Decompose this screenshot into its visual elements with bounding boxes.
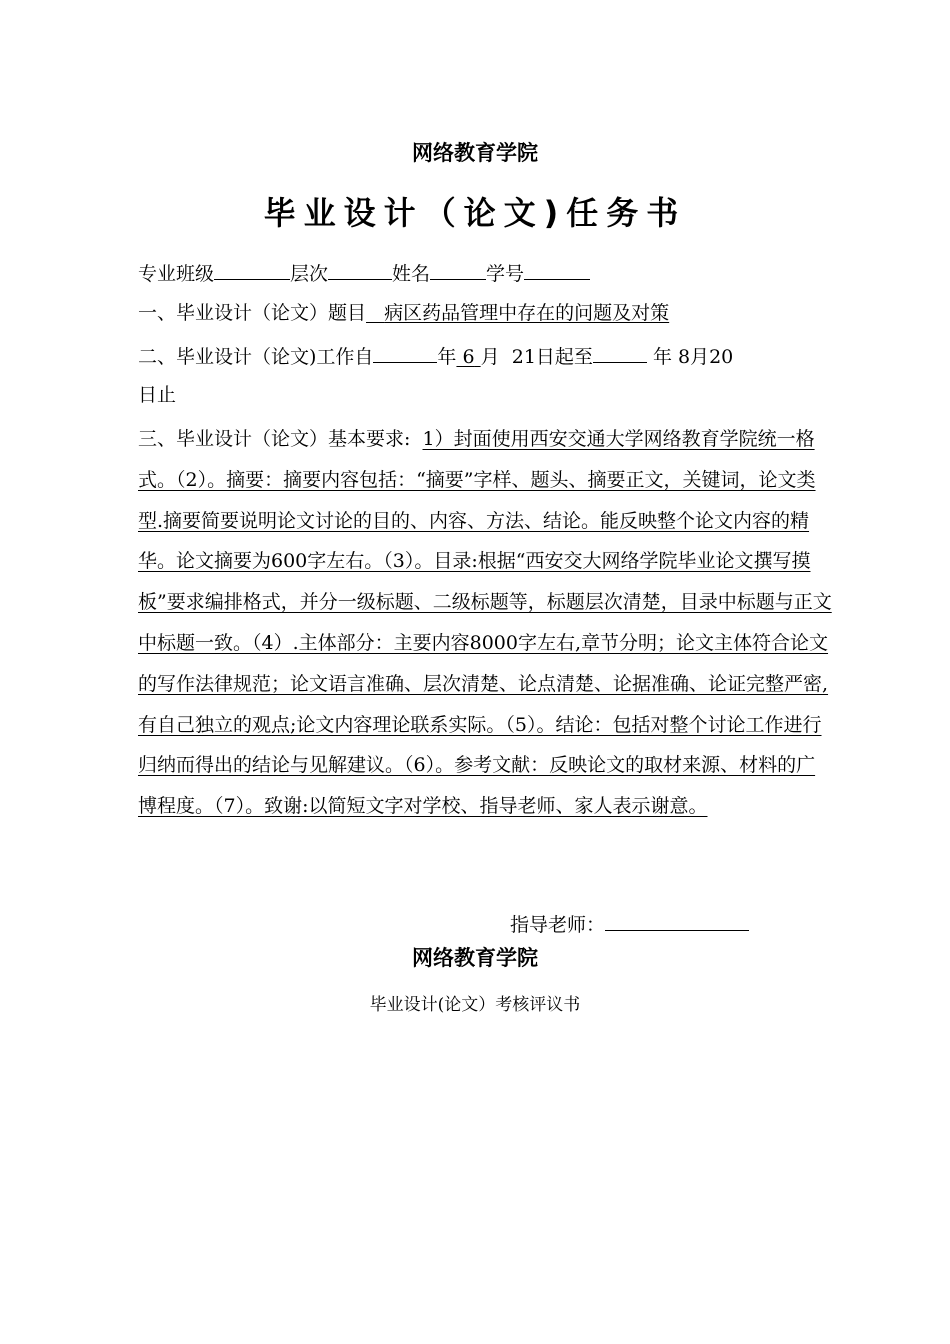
year-unit: 年 [437,346,457,368]
advisor-row [510,910,749,937]
name-blank [430,259,486,280]
month-unit: 月 [480,346,500,368]
start-year-blank [373,342,437,363]
requirements-label: 三、毕业设计（论文）基本要求: [138,428,411,450]
footer-school-name: 网络教育学院 [412,946,538,970]
end-year-blank [593,342,647,363]
period-label: 二、毕业设计（论文)工作自 [138,346,374,368]
advisor-signature-blank [605,910,749,931]
start-month: 6 [462,346,475,368]
name-label: 姓名 [392,263,431,285]
document-title: 毕业设计（论文)任务书 [263,194,687,232]
school-name: 网络教育学院 [412,141,538,165]
topic-label: 一、毕业设计（论文）题目 [138,302,367,324]
requirements-body: 1）封面使用西安交通大学网络教育学院统一格式。（2）。摘要：摘要内容包括：“摘要”字样、题头、摘要正文，关键词，论文类型.摘要简要说明论文讨论的目的、内容、方法、结论。能反映整个论文内容的精华。论文摘要为600字左右。（3）。目录:根据“西安交大网络学院毕业论文撰写摸板”要求编排格式，并分一级标题、二级标题等，标题层次清楚，目录中标题与正文中标题一致。（4）.主体部分：主要内容8000字左右,章节分明；论文主体符合论文的写作法律规范；论文语言准确、层次清楚、论点清楚、论据准确、论证完整严密,有自己独立的观点;论文内容理论联系实际。（5）。结论：包括对整个讨论工作进行归纳而得出的结论与见解建议。（6）。参考文献：反映论文的取材来源、材料的广博程度。（7）。致谢:以简短文字对学校、指导老师、家人表示谢意。 [138,428,832,818]
level-label: 层次 [290,263,329,285]
info-row [138,259,590,286]
period-row [138,342,733,369]
start-day-text: 21日起至 [511,346,593,368]
advisor-label: 指导老师： [510,914,606,936]
major-blank [214,259,290,280]
end-text: 年 8月20 [652,346,734,368]
level-blank [328,259,392,280]
period-suffix: 日止 [138,384,177,406]
major-label: 专业班级 [138,263,215,285]
student-id-blank [524,259,590,280]
topic-row [138,301,669,325]
student-id-label: 学号 [486,263,525,285]
evaluation-title: 毕业设计(论文）考核评议书 [369,995,581,1015]
topic-value: 病区药品管理中存在的问题及对策 [384,302,670,324]
requirements-block [138,419,832,827]
